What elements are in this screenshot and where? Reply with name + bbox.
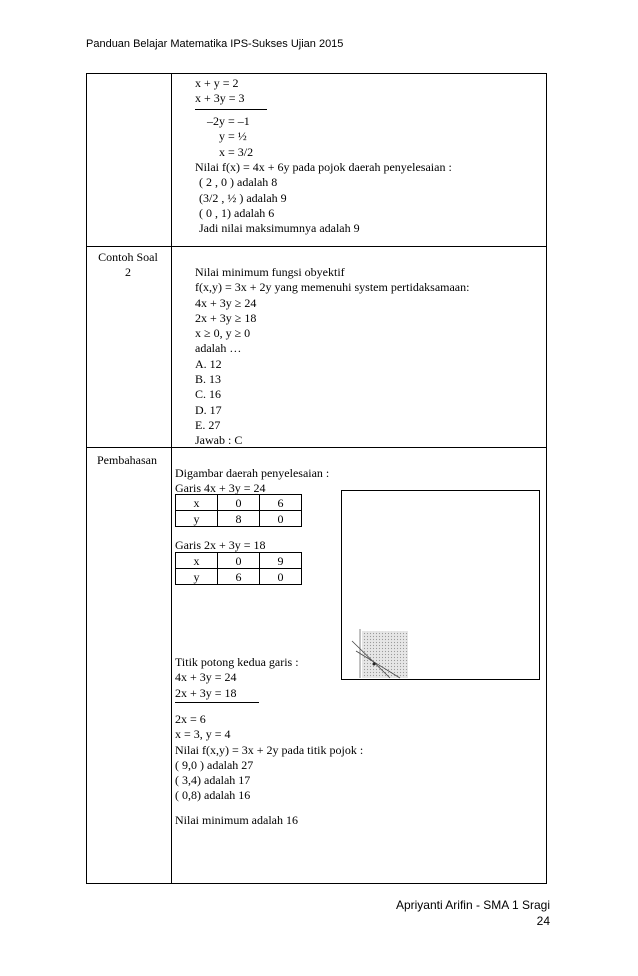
row2-label xyxy=(87,250,169,280)
question-line: 4x + 3y ≥ 24 xyxy=(195,295,257,310)
row3-titik xyxy=(175,655,299,701)
question-line: adalah … xyxy=(195,341,242,356)
label-line: 2 xyxy=(125,265,131,279)
result-line: ( 0 , 1) adalah 6 xyxy=(199,205,275,220)
option-a: A. 12 xyxy=(195,356,222,371)
label-line: Contoh Soal xyxy=(98,250,158,264)
subtraction-rule xyxy=(175,702,259,703)
solution-graph-figure xyxy=(342,491,539,679)
option-e: E. 27 xyxy=(195,417,221,432)
table-cell: y xyxy=(176,511,218,527)
table-cell: 9 xyxy=(260,553,302,569)
intro-line: Digambar daerah penyelesaian : xyxy=(175,466,330,480)
table-row xyxy=(176,495,302,511)
column-divider xyxy=(171,74,172,883)
conclusion: Nilai minimum adalah 16 xyxy=(175,813,298,827)
calc-line: y = ½ xyxy=(219,129,247,144)
solve-line: ( 0,8) adalah 16 xyxy=(175,788,251,803)
equation-line: x + 3y = 3 xyxy=(195,91,245,106)
titik-line: 2x + 3y = 18 xyxy=(175,685,237,700)
page-footer xyxy=(396,897,550,929)
table-row xyxy=(176,511,302,527)
solve-line: 2x = 6 xyxy=(175,712,206,726)
result-line: Nilai f(x) = 4x + 6y pada pojok daerah penyelesaian : xyxy=(195,160,452,174)
titik-line: 4x + 3y = 24 xyxy=(175,670,237,685)
solve-line: x = 3, y = 4 xyxy=(175,727,231,742)
option-b: B. 13 xyxy=(195,372,222,387)
table-cell: 0 xyxy=(260,569,302,585)
row-divider xyxy=(87,246,546,247)
question-line: x ≥ 0, y ≥ 0 xyxy=(195,326,251,341)
option-c: C. 16 xyxy=(195,387,222,402)
table-cell: 0 xyxy=(260,511,302,527)
calc-line: –2y = –1 xyxy=(207,114,250,128)
author-line: Apriyanti Arifin - SMA 1 Sragi xyxy=(395,898,550,912)
row3-solve xyxy=(175,712,363,804)
table-cell: 0 xyxy=(218,495,260,511)
subtraction-rule xyxy=(195,109,267,110)
row3-label: Pembahasan xyxy=(97,453,157,467)
intro-line: Garis 4x + 3y = 24 xyxy=(175,481,266,496)
question-line: f(x,y) = 3x + 2y yang memenuhi system pertidaksamaan: xyxy=(195,280,470,295)
content-table xyxy=(86,73,547,884)
table-line1 xyxy=(175,494,302,527)
row1-calc xyxy=(207,114,253,160)
answer-line: Jawab : C xyxy=(195,433,243,448)
table-line2 xyxy=(175,552,302,585)
table-cell: 6 xyxy=(218,569,260,585)
page-header: Panduan Belajar Matematika IPS-Sukses Ujian 2015 xyxy=(86,38,344,50)
garis2-line: Garis 2x + 3y = 18 xyxy=(175,538,266,552)
titik-line: Titik potong kedua garis : xyxy=(175,655,299,669)
solve-line: ( 9,0 ) adalah 27 xyxy=(175,757,254,772)
question-line: 2x + 3y ≥ 18 xyxy=(195,310,257,325)
equation-line: x + y = 2 xyxy=(195,76,239,90)
table-row xyxy=(176,569,302,585)
table-cell: x xyxy=(176,553,218,569)
table-cell: y xyxy=(176,569,218,585)
option-d: D. 17 xyxy=(195,402,222,417)
result-line: (3/2 , ½ ) adalah 9 xyxy=(199,190,287,205)
solution-graph xyxy=(341,490,540,680)
row1-result xyxy=(195,160,452,236)
question-line: Nilai minimum fungsi obyektif xyxy=(195,265,345,279)
table-cell: x xyxy=(176,495,218,511)
solve-line: Nilai f(x,y) = 3x + 2y pada titik pojok : xyxy=(175,742,364,757)
table-cell: 0 xyxy=(218,553,260,569)
page-number: 24 xyxy=(536,914,550,928)
calc-line: x = 3/2 xyxy=(219,144,254,159)
table-row xyxy=(176,553,302,569)
row1-equations xyxy=(195,76,245,107)
result-line: Jadi nilai maksimumnya adalah 9 xyxy=(199,221,360,236)
result-line: ( 2 , 0 ) adalah 8 xyxy=(199,175,278,190)
intersection-point xyxy=(373,663,376,666)
row3-intro xyxy=(175,466,329,497)
row2-question xyxy=(195,265,469,449)
table-cell: 8 xyxy=(218,511,260,527)
solve-line: ( 3,4) adalah 17 xyxy=(175,773,251,788)
table-cell: 6 xyxy=(260,495,302,511)
shaded-region xyxy=(362,631,408,678)
